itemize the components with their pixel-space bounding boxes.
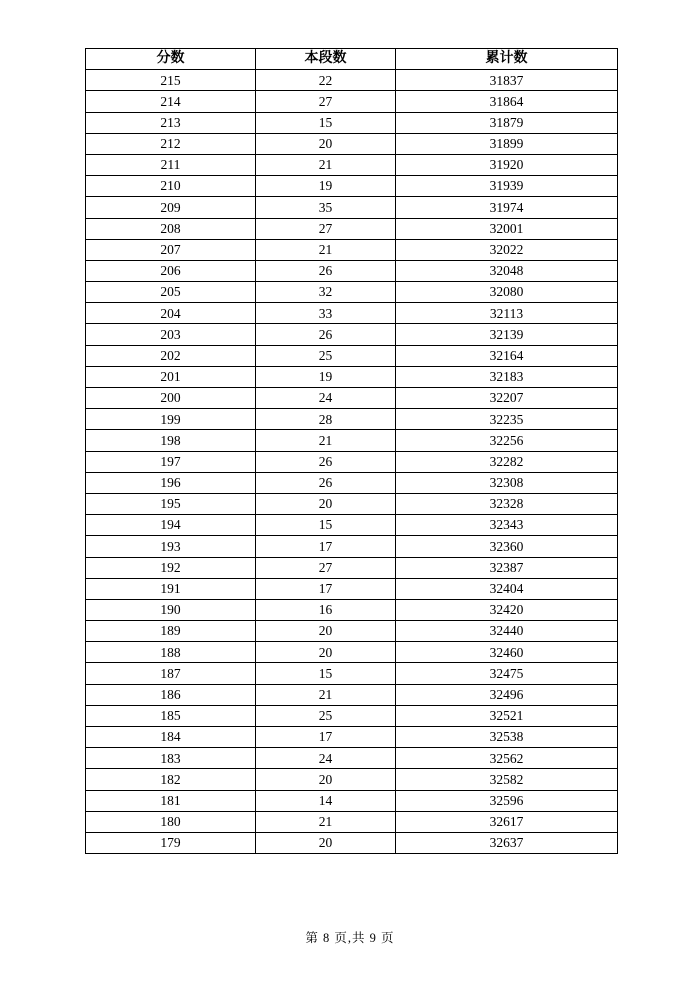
table-cell: 19 (256, 366, 396, 387)
table-cell: 25 (256, 705, 396, 726)
table-cell: 15 (256, 663, 396, 684)
table-cell: 186 (86, 684, 256, 705)
table-cell: 15 (256, 112, 396, 133)
table-cell: 206 (86, 260, 256, 281)
table-cell: 199 (86, 409, 256, 430)
table-cell: 15 (256, 515, 396, 536)
table-cell: 201 (86, 366, 256, 387)
table-cell: 202 (86, 345, 256, 366)
table-cell: 32538 (396, 727, 618, 748)
table-cell: 32496 (396, 684, 618, 705)
table-cell: 20 (256, 642, 396, 663)
table-cell: 198 (86, 430, 256, 451)
table-row (86, 218, 618, 239)
table-cell: 33 (256, 303, 396, 324)
table-cell: 32282 (396, 451, 618, 472)
table-row (86, 642, 618, 663)
table-cell: 182 (86, 769, 256, 790)
table-cell: 214 (86, 91, 256, 112)
table-cell: 31879 (396, 112, 618, 133)
table-row (86, 388, 618, 409)
table-row (86, 70, 618, 91)
table-cell: 31864 (396, 91, 618, 112)
table-row (86, 748, 618, 769)
table-row (86, 451, 618, 472)
table-cell: 32235 (396, 409, 618, 430)
table-cell: 31899 (396, 133, 618, 154)
table-cell: 204 (86, 303, 256, 324)
table-cell: 32617 (396, 811, 618, 832)
table-row (86, 133, 618, 154)
table-row (86, 409, 618, 430)
table-cell: 21 (256, 154, 396, 175)
table-row (86, 515, 618, 536)
table-cell: 17 (256, 536, 396, 557)
table-cell: 32404 (396, 578, 618, 599)
table-row (86, 176, 618, 197)
table-cell: 26 (256, 324, 396, 345)
table-cell: 32521 (396, 705, 618, 726)
table-row (86, 557, 618, 578)
table-cell: 21 (256, 239, 396, 260)
table-row (86, 536, 618, 557)
table-cell: 32582 (396, 769, 618, 790)
table-cell: 32080 (396, 282, 618, 303)
table-cell: 179 (86, 832, 256, 853)
table-cell: 32 (256, 282, 396, 303)
table-row (86, 790, 618, 811)
table-row (86, 366, 618, 387)
table-cell: 27 (256, 91, 396, 112)
table-row (86, 472, 618, 493)
table-cell: 32308 (396, 472, 618, 493)
table-cell: 17 (256, 727, 396, 748)
table-cell: 31939 (396, 176, 618, 197)
table-row (86, 303, 618, 324)
table-cell: 194 (86, 515, 256, 536)
table-cell: 32207 (396, 388, 618, 409)
table-row (86, 811, 618, 832)
table-cell: 31920 (396, 154, 618, 175)
table-row (86, 239, 618, 260)
table-row (86, 282, 618, 303)
table-cell: 32343 (396, 515, 618, 536)
table-cell: 28 (256, 409, 396, 430)
table-cell: 189 (86, 621, 256, 642)
table-cell: 14 (256, 790, 396, 811)
table-cell: 20 (256, 133, 396, 154)
table-cell: 27 (256, 557, 396, 578)
header-score: 分数 (86, 49, 256, 70)
table-cell: 215 (86, 70, 256, 91)
table-cell: 21 (256, 430, 396, 451)
table-cell: 32562 (396, 748, 618, 769)
table-row (86, 197, 618, 218)
table-cell: 32420 (396, 599, 618, 620)
table-cell: 20 (256, 493, 396, 514)
table-cell: 32113 (396, 303, 618, 324)
table-cell: 31974 (396, 197, 618, 218)
table-cell: 183 (86, 748, 256, 769)
table-cell: 25 (256, 345, 396, 366)
table-row (86, 621, 618, 642)
header-row (86, 49, 618, 70)
table-cell: 32048 (396, 260, 618, 281)
table-cell: 32460 (396, 642, 618, 663)
header-cumulative-count: 累计数 (396, 49, 618, 70)
table-cell: 209 (86, 197, 256, 218)
table-cell: 21 (256, 811, 396, 832)
table-cell: 193 (86, 536, 256, 557)
table-cell: 190 (86, 599, 256, 620)
table-cell: 16 (256, 599, 396, 620)
table-row (86, 430, 618, 451)
table-cell: 27 (256, 218, 396, 239)
table-cell: 180 (86, 811, 256, 832)
table-row (86, 684, 618, 705)
table-cell: 32164 (396, 345, 618, 366)
table-cell: 20 (256, 769, 396, 790)
table-cell: 32360 (396, 536, 618, 557)
table-row (86, 727, 618, 748)
table-cell: 196 (86, 472, 256, 493)
table-cell: 21 (256, 684, 396, 705)
table-row (86, 345, 618, 366)
table-cell: 32022 (396, 239, 618, 260)
table-cell: 22 (256, 70, 396, 91)
table-row (86, 663, 618, 684)
table-row (86, 578, 618, 599)
table-cell: 205 (86, 282, 256, 303)
table-cell: 26 (256, 260, 396, 281)
table-cell: 26 (256, 451, 396, 472)
table-row (86, 324, 618, 345)
table-cell: 19 (256, 176, 396, 197)
table-cell: 31837 (396, 70, 618, 91)
table-row (86, 769, 618, 790)
table-cell: 191 (86, 578, 256, 599)
table-cell: 32637 (396, 832, 618, 853)
table-cell: 181 (86, 790, 256, 811)
table-cell: 32139 (396, 324, 618, 345)
table-row (86, 91, 618, 112)
table-cell: 35 (256, 197, 396, 218)
table-cell: 26 (256, 472, 396, 493)
table-cell: 32256 (396, 430, 618, 451)
table-cell: 32475 (396, 663, 618, 684)
table-cell: 32387 (396, 557, 618, 578)
table-cell: 203 (86, 324, 256, 345)
table-cell: 207 (86, 239, 256, 260)
table-cell: 32183 (396, 366, 618, 387)
table-cell: 197 (86, 451, 256, 472)
table-cell: 213 (86, 112, 256, 133)
table-cell: 185 (86, 705, 256, 726)
table-cell: 32328 (396, 493, 618, 514)
table-row (86, 493, 618, 514)
table-cell: 17 (256, 578, 396, 599)
table-cell: 32001 (396, 218, 618, 239)
score-table-body (86, 70, 618, 854)
table-row (86, 705, 618, 726)
table-row (86, 260, 618, 281)
table-cell: 195 (86, 493, 256, 514)
table-cell: 184 (86, 727, 256, 748)
table-cell: 208 (86, 218, 256, 239)
table-header (86, 49, 618, 70)
table-cell: 24 (256, 388, 396, 409)
table-cell: 212 (86, 133, 256, 154)
table-row (86, 599, 618, 620)
table-cell: 188 (86, 642, 256, 663)
header-segment-count: 本段数 (256, 49, 396, 70)
table-row (86, 832, 618, 853)
table-cell: 20 (256, 621, 396, 642)
table-cell: 187 (86, 663, 256, 684)
table-cell: 200 (86, 388, 256, 409)
table-cell: 192 (86, 557, 256, 578)
table-cell: 20 (256, 832, 396, 853)
table-cell: 32440 (396, 621, 618, 642)
table-row (86, 154, 618, 175)
table-cell: 210 (86, 176, 256, 197)
score-distribution-table (85, 48, 618, 854)
page-footer: 第 8 页,共 9 页 (305, 931, 395, 945)
table-cell: 211 (86, 154, 256, 175)
table-row (86, 112, 618, 133)
table-cell: 24 (256, 748, 396, 769)
table-cell: 32596 (396, 790, 618, 811)
